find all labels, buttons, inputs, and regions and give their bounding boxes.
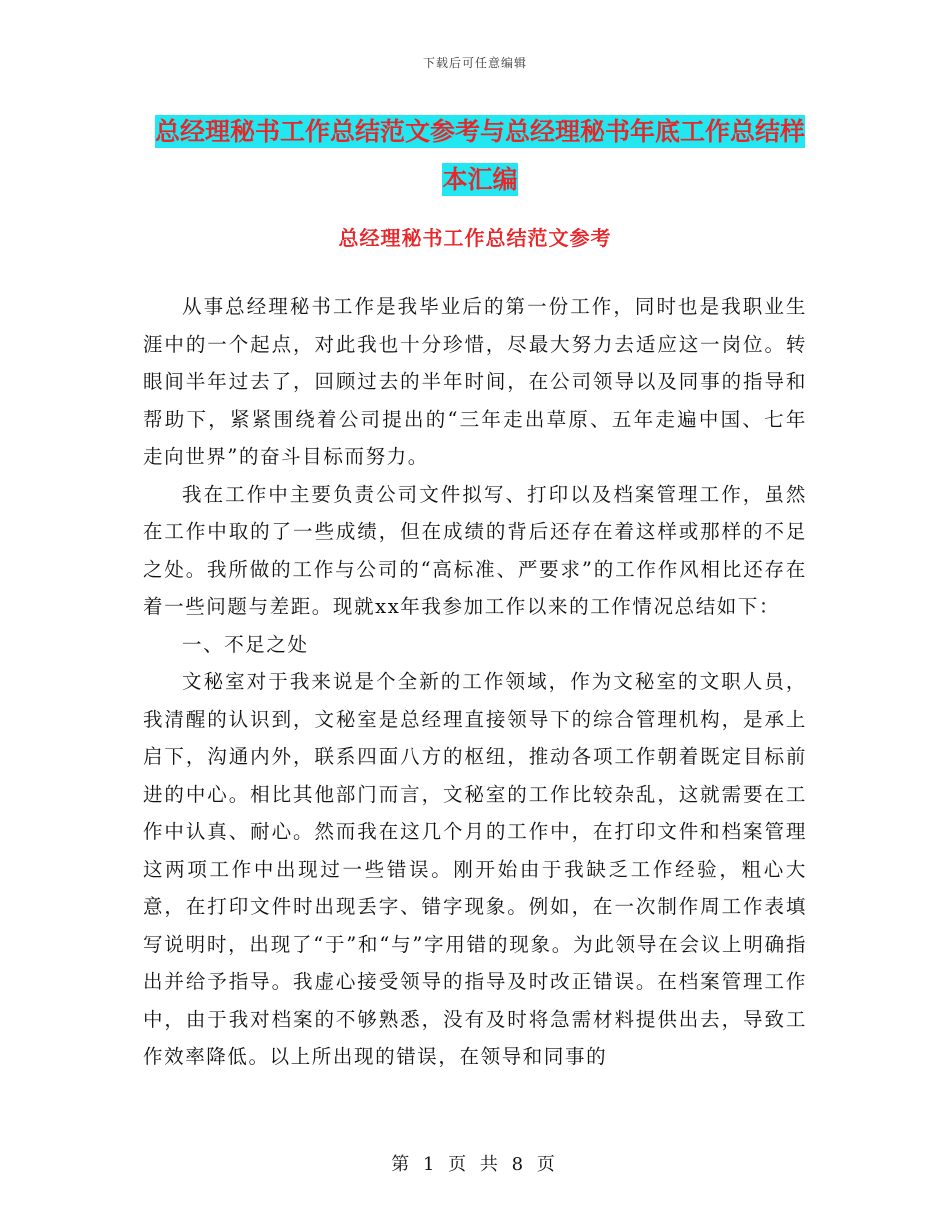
- document-title-text: 总经理秘书工作总结范文参考与总经理秘书年底工作总结样本汇编: [154, 117, 805, 194]
- paragraph: 从事总经理秘书工作是我毕业后的第一份工作，同时也是我职业生涯中的一个起点，对此我也十分珍惜，尽最大努力去适应这一岗位。转眼间半年过去了，回顾过去的半年时间，在公司领导以及同事的指导和帮助下，紧紧围绕着公司提出的“三年走出草原、五年走遍中国、七年走向世界”的奋斗目标而努力。: [143, 295, 807, 468]
- page-footer: 第 1 页 共 8 页: [391, 1154, 559, 1175]
- document-title: [150, 108, 810, 204]
- paragraph: 文秘室对于我来说是个全新的工作领域，作为文秘室的文职人员，我清醒的认识到，文秘室是总经理直接领导下的综合管理机构，是承上启下，沟通内外，联系四面八方的枢纽，推动各项工作朝着既定目标前进的中心。相比其他部门而言，文秘室的工作比较杂乱，这就需要在工作中认真、耐心。然而我在这几个月的工作中，在打印文件和档案管理这两项工作中出现过一些错误。刚开始由于我缺乏工作经验，粗心大意，在打印文件时出现丢字、错字现象。例如，在一次制作周工作表填写说明时，出现了“于”和“与”字用错的现象。为此领导在会议上明确指出并给予指导。我虚心接受领导的指导及时改正错误。在档案管理工作中，由于我对档案的不够熟悉，没有及时将急需材料提供出去，导致工作效率降低。以上所出现的错误，在领导和同事的: [143, 670, 807, 1068]
- header-note: 下载后可任意编辑: [422, 56, 527, 70]
- body-text: [143, 288, 807, 1076]
- section-title: 总经理秘书工作总结范文参考: [338, 226, 612, 250]
- paragraph: 我在工作中主要负责公司文件拟写、打印以及档案管理工作，虽然在工作中取的了一些成绩，但在成绩的背后还存在着这样或那样的不足之处。我所做的工作与公司的“高标准、严要求”的工作作风相比还存在着一些问题与差距。现就xx年我参加工作以来的工作情况总结如下：: [143, 482, 807, 618]
- section-heading: 一、不足之处: [182, 632, 309, 656]
